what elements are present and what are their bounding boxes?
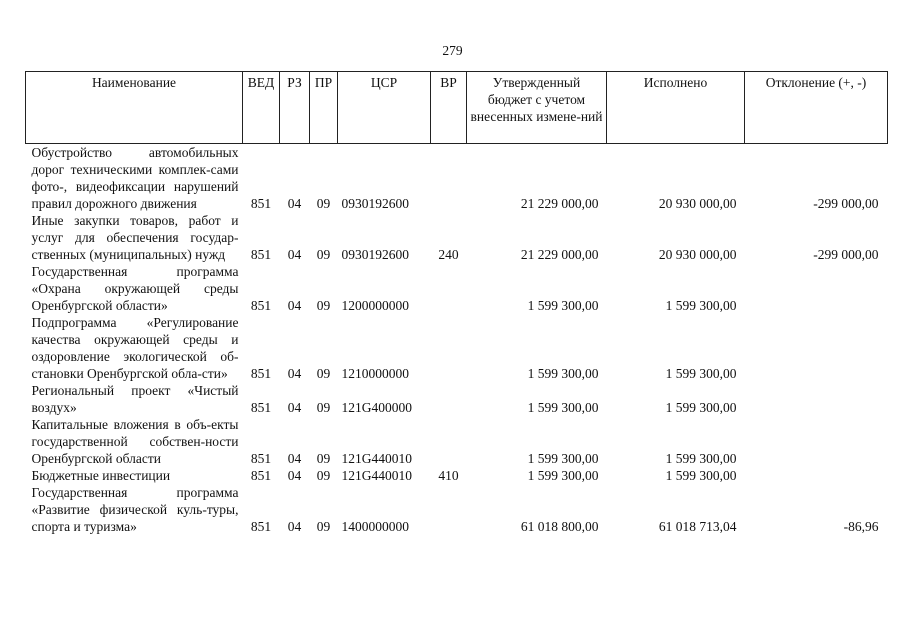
row-csr: 121G440010 (341, 468, 412, 483)
row-deviation (745, 416, 888, 467)
row-name: Региональный проект «Чистый воздух» (31, 383, 239, 415)
header-rz: РЗ (280, 72, 310, 144)
row-vr (431, 144, 467, 213)
row-rz: 04 (287, 298, 302, 313)
row-pr: 09 (316, 366, 331, 381)
row-deviation (745, 467, 888, 484)
row-approved: 1 599 300,00 (527, 366, 599, 381)
header-executed: Исполнено (607, 72, 745, 144)
header-ved: ВЕД (243, 72, 280, 144)
row-vr: 240 (438, 247, 459, 262)
header-approved: Утвержденный бюджет с учетом внесенных измене-ний (467, 72, 607, 144)
row-approved: 21 229 000,00 (520, 196, 599, 211)
row-rz: 04 (287, 366, 302, 381)
row-rz: 04 (287, 196, 302, 211)
row-vr (431, 263, 467, 314)
table-row (26, 382, 888, 416)
budget-execution-table (25, 71, 888, 535)
row-ved: 851 (250, 298, 272, 313)
row-csr: 121G440010 (341, 451, 412, 466)
row-name: Подпрограмма «Регулирование качества окружающей среды и оздоровление экологической об-становки Оренбургской обла-сти» (31, 315, 239, 381)
row-name: Капитальные вложения в объ-екты государственной собствен-ности Оренбургской области (31, 417, 239, 466)
row-vr (431, 484, 467, 535)
row-csr: 1210000000 (341, 366, 409, 381)
row-executed: 1 599 300,00 (665, 468, 737, 483)
header-pr: ПР (310, 72, 338, 144)
row-pr: 09 (316, 451, 331, 466)
row-deviation: -86,96 (843, 519, 879, 534)
header-csr: ЦСР (338, 72, 431, 144)
table-row (26, 314, 888, 382)
row-rz: 04 (287, 400, 302, 415)
header-name: Наименование (26, 72, 243, 144)
row-ved: 851 (250, 400, 272, 415)
row-vr (431, 314, 467, 382)
row-deviation: -299 000,00 (813, 196, 879, 211)
page-number: 279 (442, 43, 463, 58)
row-deviation (745, 382, 888, 416)
row-ved: 851 (250, 196, 272, 211)
row-csr: 0930192600 (341, 247, 409, 262)
table-row (26, 484, 888, 535)
table-row (26, 416, 888, 467)
row-approved: 1 599 300,00 (527, 468, 599, 483)
row-approved: 61 018 800,00 (520, 519, 599, 534)
table-row (26, 144, 888, 213)
table-header-row (26, 72, 888, 144)
table-row (26, 263, 888, 314)
row-executed: 61 018 713,04 (658, 519, 737, 534)
row-deviation: -299 000,00 (813, 247, 879, 262)
row-executed: 1 599 300,00 (665, 451, 737, 466)
row-ved: 851 (250, 468, 272, 483)
row-executed: 20 930 000,00 (658, 247, 737, 262)
row-csr: 1400000000 (341, 519, 409, 534)
row-csr: 121G400000 (341, 400, 412, 415)
row-pr: 09 (316, 468, 331, 483)
row-pr: 09 (316, 400, 331, 415)
row-pr: 09 (316, 247, 331, 262)
row-ved: 851 (250, 366, 272, 381)
header-deviation: Отклонение (+, -) (745, 72, 888, 144)
row-name: Государственная программа «Развитие физической куль-туры, спорта и туризма» (31, 485, 239, 534)
row-name: Иные закупки товаров, работ и услуг для обеспечения государ-ственных (муниципальных) нужд (31, 213, 239, 262)
row-rz: 04 (287, 519, 302, 534)
row-rz: 04 (287, 468, 302, 483)
row-executed: 20 930 000,00 (658, 196, 737, 211)
row-deviation (745, 314, 888, 382)
row-pr: 09 (316, 196, 331, 211)
row-name: Обустройство автомобильных дорог техническими комплек-сами фото-, видеофиксации нарушений правил дорожного движения (31, 145, 239, 211)
row-ved: 851 (250, 451, 272, 466)
row-vr (431, 416, 467, 467)
row-csr: 1200000000 (341, 298, 409, 313)
row-ved: 851 (250, 247, 272, 262)
row-approved: 21 229 000,00 (520, 247, 599, 262)
row-name: Государственная программа «Охрана окружающей среды Оренбургской области» (31, 264, 239, 313)
header-vr: ВР (431, 72, 467, 144)
row-approved: 1 599 300,00 (527, 400, 599, 415)
row-name: Бюджетные инвестиции (31, 468, 171, 483)
table-row (26, 467, 888, 484)
row-executed: 1 599 300,00 (665, 298, 737, 313)
row-rz: 04 (287, 451, 302, 466)
row-approved: 1 599 300,00 (527, 451, 599, 466)
row-rz: 04 (287, 247, 302, 262)
row-csr: 0930192600 (341, 196, 409, 211)
row-executed: 1 599 300,00 (665, 400, 737, 415)
row-vr: 410 (438, 468, 459, 483)
row-executed: 1 599 300,00 (665, 366, 737, 381)
row-ved: 851 (250, 519, 272, 534)
row-pr: 09 (316, 298, 331, 313)
row-approved: 1 599 300,00 (527, 298, 599, 313)
row-deviation (745, 263, 888, 314)
row-pr: 09 (316, 519, 331, 534)
table-row (26, 212, 888, 263)
row-vr (431, 382, 467, 416)
